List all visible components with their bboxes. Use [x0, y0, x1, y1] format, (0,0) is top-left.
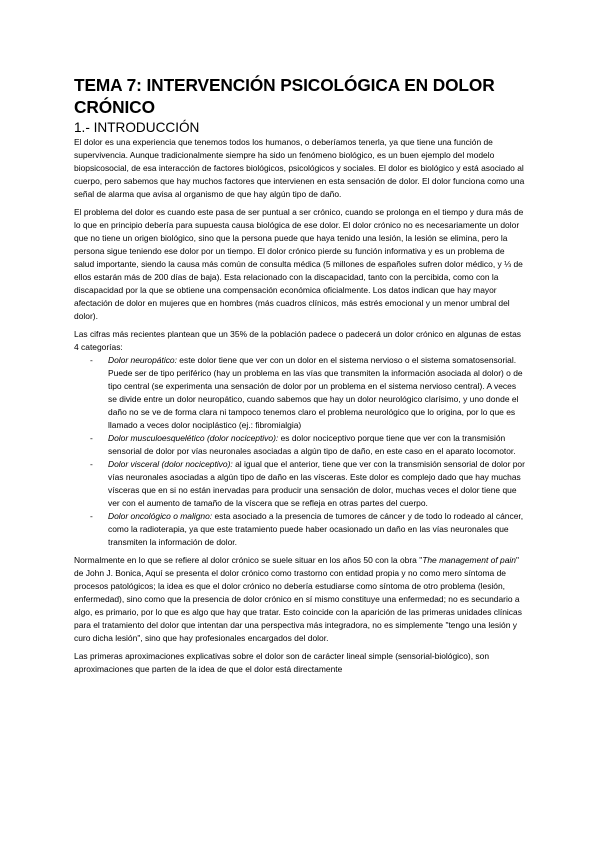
list-item-lead: Dolor musculoesquelético (dolor nociceptivo): — [108, 433, 279, 443]
document-page — [74, 74, 526, 681]
list-item-text: es dolor nociceptivo porque tiene que ver con la transmisión sensorial de dolor por vías neuronales asociadas a algún tipo de daño, en este caso en el aparato locomotor. — [108, 433, 516, 456]
list-item — [90, 432, 526, 458]
list-item-text: al igual que el anterior, tiene que ver con la transmisión sensorial de dolor por vías neuronales asociadas a algún tipo de daño en las vísceras. Este dolor es complejo dado que hay muchas vísceras que en si no están inervadas para producir una sensación de dolor, muchas veces el dolor tiene que ver con el aumento de tamaño de la víscera que se refleja en otras partes del cuerpo. — [108, 459, 525, 508]
paragraph-1: El dolor es una experiencia que tenemos todos los humanos, o deberíamos tenerla, ya que tiene una función de supervivencia. Aunque tradicionalmente siempre ha sido un fenómeno biológico, es un buen ejemplo del modelo biopsicosocial, de esa interacción de factores biológicos, psicológicos y sociales. El dolor es biológico y está asociado al cuerpo, pero sabemos que hay muchos factores que intervienen en esta sensación de dolor. El dolor funciona como una señal de alarma que avisa al organismo de que hay algún tipo de daño. — [74, 137, 525, 199]
list-item — [90, 354, 526, 432]
section-heading: 1.- INTRODUCCIÓN — [74, 120, 200, 135]
list-dash: - — [90, 355, 93, 365]
paragraph-4 — [74, 554, 526, 645]
list-item-text: este dolor tiene que ver con un dolor en el sistema nervioso o el sistema somatosensorial. Puede ser de tipo periférico (hay un problema en las vías que transmiten la información asociada al dolor) o de tipo central (se experimenta una sensación de dolor por un problema en el sistema nervioso central). A veces se divide entre un dolor neuropático, cuando sabemos que hay un dolor neurológico clarísimo, y uno donde el daño no se ve de forma clara ni tampoco tenemos claro el problema neurológico que lo origina, por lo que es llamado a veces dolor nociplástico (ej.: fibromialgia) — [108, 355, 523, 430]
book-title: The management of pain — [422, 555, 516, 565]
category-list — [74, 354, 526, 549]
list-dash: - — [90, 433, 93, 443]
list-item-text: esta asociado a la presencia de tumores de cáncer y de todo lo rodeado al cáncer, como la radioterapia, ya que este tratamiento puede haber ocasionado un daño en las vías neuronales que transmiten la información de dolor. — [108, 511, 524, 547]
paragraph-5: Las primeras aproximaciones explicativas sobre el dolor son de carácter lineal simple (sensorial-biológico), son aproximaciones que parten de la idea de que el dolor está directamente — [74, 651, 490, 674]
list-item-lead: Dolor visceral (dolor nociceptivo): — [108, 459, 233, 469]
document-title: TEMA 7: INTERVENCIÓN PSICOLÓGICA EN DOLOR CRÓNICO — [74, 75, 495, 117]
list-dash: - — [90, 459, 93, 469]
paragraph-3: Las cifras más recientes plantean que un 35% de la población padece o padecerá un dolor crónico en algunas de estas 4 categorías: — [74, 329, 522, 352]
paragraph-4-part-b: " de John J. Bonica, Aquí se presenta el dolor crónico como trastorno con entidad propia y no como mero síntoma de procesos patológicos; la idea es que el dolor crónico no debería estudiarse como síntoma de otro problema (lesión, enfermedad), sino como que la presencia de dolor crónico en sí mismo constituye una enfermedad; no es secundario a algo, es primario, por lo que es algo que hay que tratar. Esto coincide con la aparición de las primeras unidades clínicas para el tratamiento del dolor que intentan dar una perspectiva más integradora, no es simplemente "tengo una lesión y curo dicha lesión", sino que hay profesionales encargados del dolor. — [74, 555, 522, 643]
paragraph-4-part-a: Normalmente en lo que se refiere al dolor crónico se suele situar en los años 50 con la obra " — [74, 555, 423, 565]
list-item — [90, 510, 526, 549]
list-item-lead: Dolor neuropático: — [108, 355, 177, 365]
list-item — [90, 458, 526, 510]
paragraph-2: El problema del dolor es cuando este pasa de ser puntual a ser crónico, cuando se prolonga en el tiempo y dura más de lo que en principio debería para supuesta causa biológica de ese dolor. El dolor crónico no es necesariamente un dolor que no tiene un origen biológico, sino que la persona puede que haya tenido una lesión, la lesión se elimina, pero la persona sigue teniendo ese dolor por un tiempo. El dolor crónico pierde su función informativa y es un problema de salud importante, siendo la causa más común de consulta médica (5 millones de españoles sufren dolor médico, y ⅓ de ellos estarán más de 200 días de baja). Esta relacionado con la discapacidad, tanto con la percibida, como con la discapacidad por la que se obtiene una compensación económica oficialmente. Los datos indican que hay mayor afectación de dolor en mujeres que en hombres (más cuadros clínicos, más estrés emocional y un menor umbral del dolor). — [74, 207, 524, 321]
list-dash: - — [90, 511, 93, 521]
list-item-lead: Dolor oncológico o maligno: — [108, 511, 213, 521]
